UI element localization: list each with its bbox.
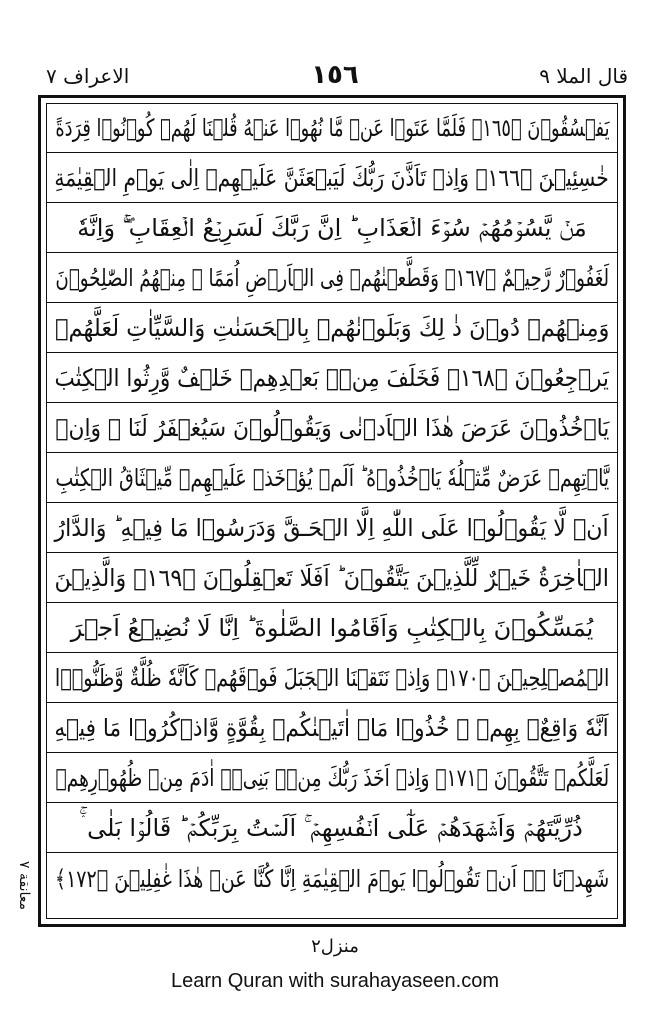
- margin-note: معانقة ٧: [16, 861, 32, 910]
- verse-line-15: ذُرِّيَّتَهُمۡ وَاَشۡهَدَهُمۡ عَلٰٓى اَنۡفُسِهِمۡ ۚ اَلَسۡتُ بِرَبِّكُمۡ ؕ قَالُوۡا بَلٰى ۛۚ: [47, 804, 617, 853]
- verse-lines: [47, 104, 617, 918]
- verse-line-8: يَّاۡتِهِمۡ عَرَضٌ مِّثۡلُهٗ يَاۡخُذُوۡهُ ؕ اَلَمۡ يُؤۡخَذۡ عَلَيۡهِمۡ مِّيۡثَاقُ الۡكِتٰبِ: [47, 454, 617, 503]
- verse-line-13: اَنَّهٗ وَاقِعٌۢ بِهِمۡ ۚ خُذُوۡا مَاۤ اٰتَيۡنٰكُمۡ بِقُوَّةٍ وَّاذۡكُرُوۡا مَا فِيۡهِ: [47, 704, 617, 753]
- verse-line-6: يَرۡجِعُوۡنَ ﴿١٦٨﴾ فَخَلَفَ مِنۡۢ بَعۡدِهِمۡ خَلۡفٌ وَّرِثُوا الۡكِتٰبَ: [47, 354, 617, 403]
- verse-line-14: لَعَلَّكُمۡ تَتَّقُوۡنَ ﴿١٧١﴾ وَاِذۡ اَخَذَ رَبُّكَ مِنۡۢ بَنِىۡۤ اٰدَمَ مِنۡ ظُهُوۡرِهِمۡ: [47, 754, 617, 803]
- text-frame-inner: [46, 103, 618, 919]
- site-caption: Learn Quran with surahayaseen.com: [171, 970, 499, 992]
- verse-line-7: يَاۡخُذُوۡنَ عَرَضَ هٰذَا الۡاَدۡنٰى وَيَقُوۡلُوۡنَ سَيُغۡفَرُ لَنَا ۚ وَاِنۡ: [47, 404, 617, 453]
- verse-line-9: اَنۡ لَّا يَقُوۡلُوۡا عَلَى اللّٰهِ اِلَّا الۡحَـقَّ وَدَرَسُوۡا مَا فِيۡهِ ؕ وَالدَّارُ: [47, 504, 617, 553]
- verse-line-12: الۡمُصۡلِحِيۡنَ ﴿١٧٠﴾ وَاِذۡ نَتَقۡنَا الۡجَبَلَ فَوۡقَهُمۡ كَاَنَّهٗ ظُلَّةٌ وَّظَنُّوۡۤا: [47, 654, 617, 703]
- verse-line-10: الۡاٰخِرَةُ خَيۡرٌ لِّلَّذِيۡنَ يَتَّقُوۡنَ ؕ اَفَلَا تَعۡقِلُوۡنَ ﴿١٦٩﴾ وَالَّذِيۡنَ: [47, 554, 617, 603]
- juz-name: قال الملا ٩: [539, 64, 628, 88]
- manzil-label: منزل٢: [311, 936, 359, 957]
- surah-name: الاعراف ٧: [46, 64, 130, 88]
- verse-line-2: خٰسِئِيۡنَ ﴿١٦٦﴾ وَاِذۡ تَاَذَّنَ رَبُّكَ لَيَبۡعَثَنَّ عَلَيۡهِمۡ اِلٰى يَوۡمِ الۡقِيٰمَةِ: [47, 154, 617, 203]
- page-header: [0, 58, 670, 98]
- verse-line-11: يُمَسِّكُوۡنَ بِالۡكِتٰبِ وَاَقَامُوا الصَّلٰوةَ ؕ اِنَّا لَا نُضِيۡعُ اَجۡرَ: [47, 604, 617, 653]
- verse-line-1: يَفۡسُقُوۡنَ ﴿١٦٥﴾ فَلَمَّا عَتَوۡا عَنۡ مَّا نُهُوۡا عَنۡهُ قُلۡنَا لَهُمۡ كُوۡنُوۡا قِرَدَةً: [47, 104, 617, 153]
- page-number: ١٥٦: [311, 60, 359, 90]
- verse-line-3: مَنۡ يَّسُوۡمُهُمۡ سُوۡٓءَ الۡعَذَابِ ؕ اِنَّ رَبَّكَ لَسَرِيۡعُ الۡعِقَابِ ۖۚ وَاِنَّهٗ: [47, 204, 617, 253]
- verse-line-16: شَهِدۡنَا ۛۚ اَنۡ تَقُوۡلُوۡا يَوۡمَ الۡقِيٰمَةِ اِنَّا كُنَّا عَنۡ هٰذَا غٰفِلِيۡنَ ﴿١٧٢﴾: [54, 864, 610, 893]
- verse-line-5: وَمِنۡهُمۡ دُوۡنَ ذٰ لِكَ وَبَلَوۡنٰهُمۡ بِالۡحَسَنٰتِ وَالسَّيِّاٰتِ لَعَلَّهُمۡ: [47, 304, 617, 353]
- text-frame: [38, 95, 626, 927]
- verse-line-4: لَغَفُوۡرٌ رَّحِيۡمٌ ﴿١٦٧﴾ وَقَطَّعۡنٰهُمۡ فِى الۡاَرۡضِ اُمَمًا ۚ مِنۡهُمُ الصّٰلِحُوۡنَ: [47, 254, 617, 303]
